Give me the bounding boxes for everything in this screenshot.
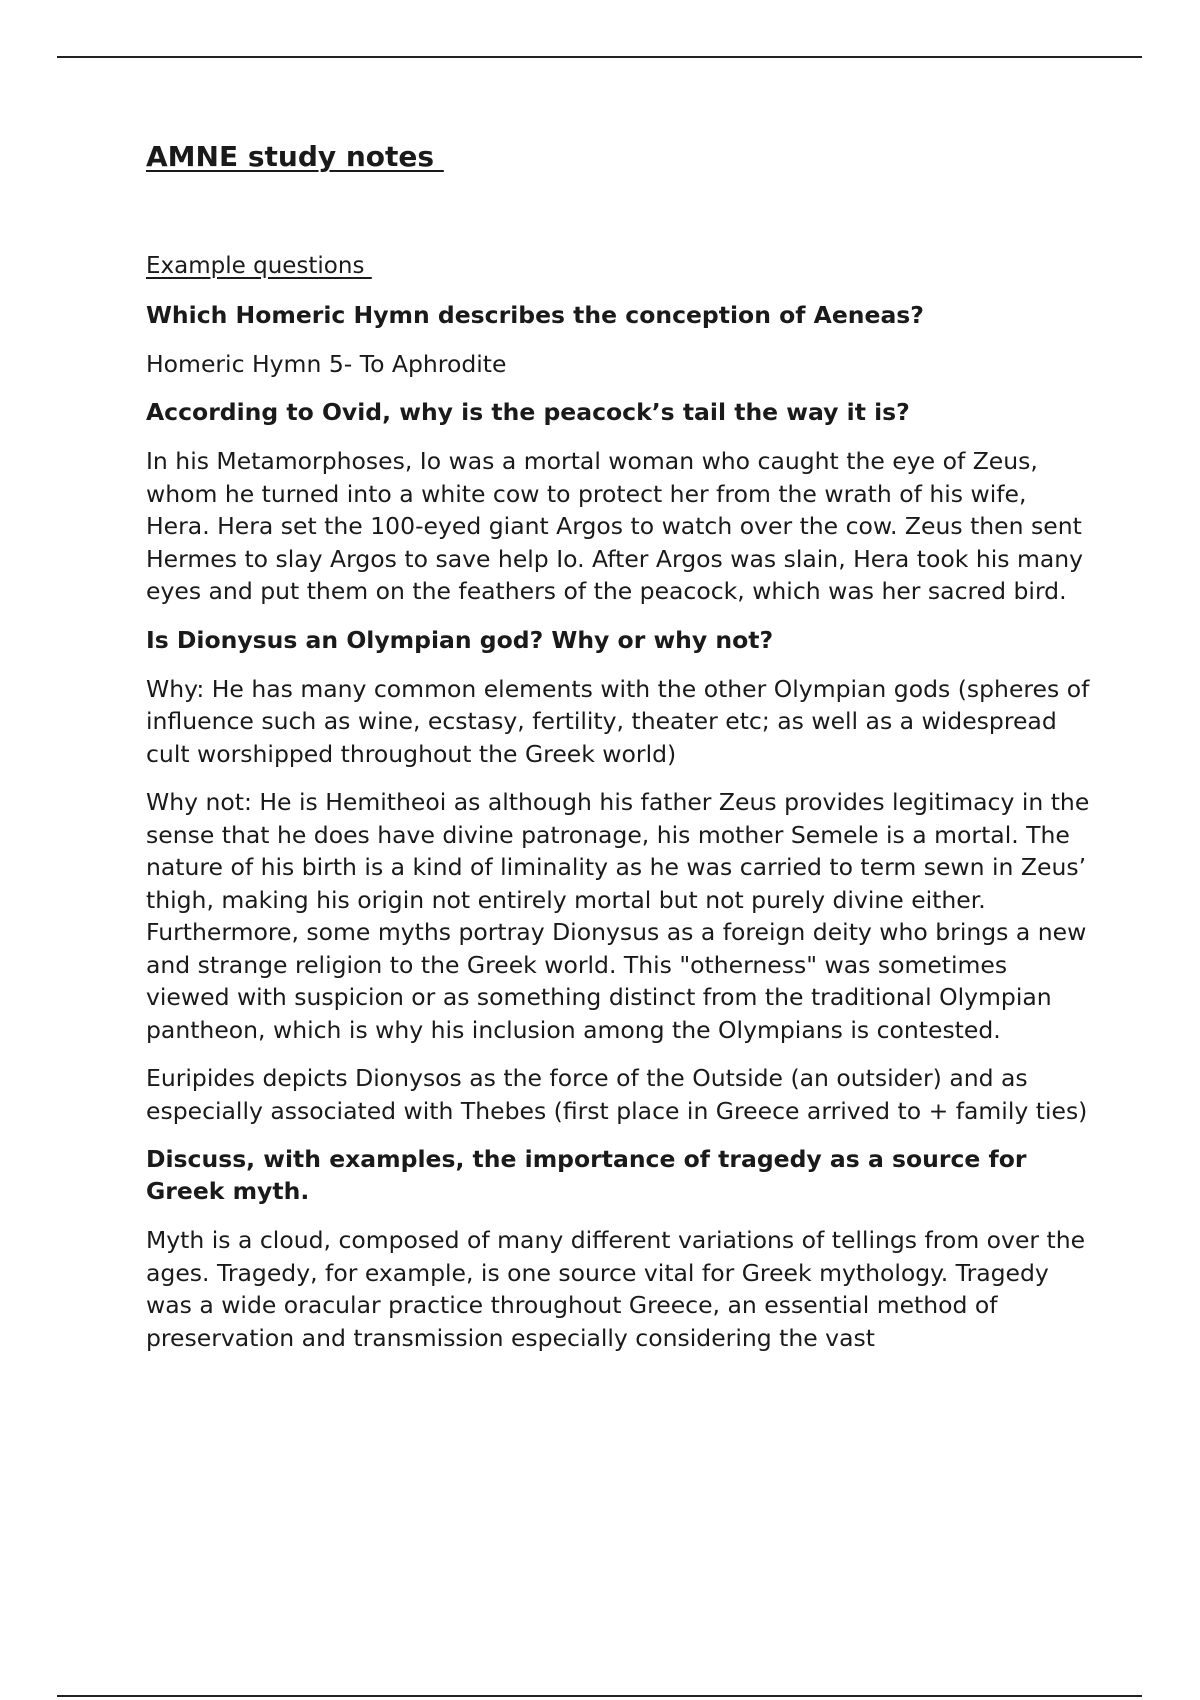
qa-block-3 bbox=[146, 624, 1096, 1128]
answer-paragraph: Why not: He is Hemitheoi as although his father Zeus provides legitimacy in the sense that he does have divine patronage, his mother Semele is a mortal. The nature of his birth is a kind of liminality as he was carried to term sewn in Zeus’ thigh, making his origin not entirely mortal but not purely divine either. Furthermore, some myths portray Dionysus as a foreign deity who brings a new and strange religion to the Greek world. This "otherness" was sometimes viewed with suspicion or as something distinct from the traditional Olympian pantheon, which is why his inclusion among the Olympians is contested. bbox=[146, 788, 1090, 1044]
header-rule bbox=[57, 56, 1142, 58]
question-text: Which Homeric Hymn describes the conception of Aeneas? bbox=[146, 300, 924, 329]
question-text: Is Dionysus an Olympian god? Why or why not? bbox=[146, 625, 774, 654]
page-title: AMNE study notes bbox=[146, 140, 444, 173]
answer-paragraph: Homeric Hymn 5- To Aphrodite bbox=[146, 349, 507, 378]
question-text: Discuss, with examples, the importance of tragedy as a source for Greek myth. bbox=[146, 1145, 1027, 1206]
answer-paragraph: In his Metamorphoses, Io was a mortal woman who caught the eye of Zeus, whom he turned into a white cow to protect her from the wrath of his wife, Hera. Hera set the 100-eyed giant Argos to watch over the cow. Zeus then sent Hermes to slay Argos to save help Io. After Argos was slain, Hera took his many eyes and put them on the feathers of the peacock, which was her sacred bird. bbox=[146, 447, 1084, 606]
question-text: According to Ovid, why is the peacock’s tail the way it is? bbox=[146, 398, 910, 427]
qa-block-4 bbox=[146, 1143, 1096, 1354]
footer-rule bbox=[57, 1695, 1142, 1697]
section-heading: Example questions bbox=[146, 252, 372, 279]
qa-block-1 bbox=[146, 299, 1096, 381]
answer-paragraph: Euripides depicts Dionysos as the force of the Outside (an outsider) and as especially associated with Thebes (first place in Greece arrived to + family ties) bbox=[146, 1064, 1088, 1125]
answer-paragraph: Why: He has many common elements with the other Olympian gods (spheres of influence such as wine, ecstasy, fertility, theater etc; as well as a widespread cult worshipped throughout the Greek world) bbox=[146, 674, 1090, 768]
document-body bbox=[146, 140, 1096, 1370]
qa-block-2 bbox=[146, 396, 1096, 608]
answer-paragraph: Myth is a cloud, composed of many different variations of tellings from over the ages. Tragedy, for example, is one source vital for Greek mythology. Tragedy was a wide oracular practice throughout Greece, an essential method of preservation and transmission especially considering the vast bbox=[146, 1226, 1086, 1352]
